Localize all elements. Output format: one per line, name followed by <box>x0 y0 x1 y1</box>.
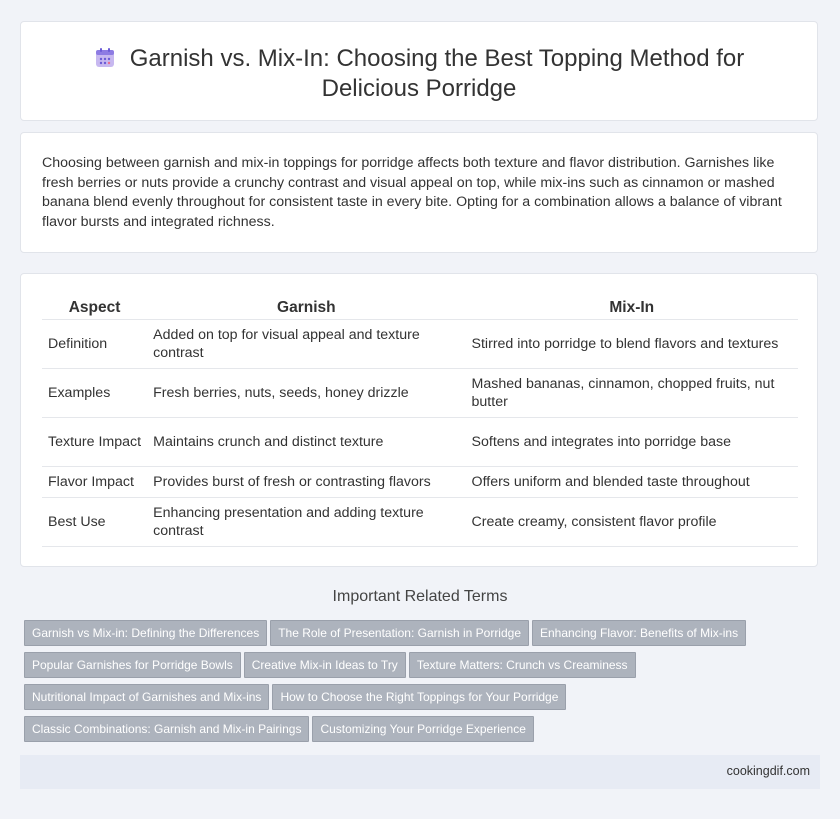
header-aspect: Aspect <box>42 296 147 320</box>
site-name[interactable]: cookingdif.com <box>726 764 810 778</box>
footer <box>20 755 820 789</box>
table-row <box>42 320 798 369</box>
related-term-link[interactable]: Texture Matters: Crunch vs Creaminess <box>409 652 636 678</box>
table-cell: Enhancing presentation and adding texture contrast <box>147 498 465 547</box>
header-garnish: Garnish <box>147 296 465 320</box>
related-terms-title: Important Related Terms <box>332 588 508 605</box>
table-row <box>42 467 798 498</box>
related-terms <box>24 620 824 748</box>
related-term-link[interactable]: Creative Mix-in Ideas to Try <box>244 652 406 678</box>
title-line-2: Delicious Porridge <box>321 75 517 102</box>
table-cell: Offers uniform and blended taste throughout <box>466 467 798 498</box>
table-cell: Maintains crunch and distinct texture <box>147 418 465 467</box>
related-term-link[interactable]: Classic Combinations: Garnish and Mix-in Pairings <box>24 716 309 742</box>
related-term-link[interactable]: How to Choose the Right Toppings for Your Porridge <box>272 684 566 710</box>
table-cell: Examples <box>42 369 147 418</box>
table-cell: Softens and integrates into porridge base <box>466 418 798 467</box>
table-cell: Create creamy, consistent flavor profile <box>466 498 798 547</box>
table-cell: Definition <box>42 320 147 369</box>
table-cell: Fresh berries, nuts, seeds, honey drizzle <box>147 369 465 418</box>
related-term-link[interactable]: The Role of Presentation: Garnish in Porridge <box>270 620 529 646</box>
related-term-link[interactable]: Nutritional Impact of Garnishes and Mix-ins <box>24 684 269 710</box>
table-cell: Best Use <box>42 498 147 547</box>
table-cell: Texture Impact <box>42 418 147 467</box>
comparison-card <box>20 273 818 567</box>
table-cell: Mashed bananas, cinnamon, chopped fruits, nut butter <box>466 369 798 418</box>
table-cell: Provides burst of fresh or contrasting flavors <box>147 467 465 498</box>
header-card <box>20 21 818 121</box>
intro-card <box>20 132 818 253</box>
title-line-1: Garnish vs. Mix-In: Choosing the Best Topping Method for <box>129 45 745 72</box>
table-cell: Flavor Impact <box>42 467 147 498</box>
related-term-link[interactable]: Enhancing Flavor: Benefits of Mix-ins <box>532 620 746 646</box>
table-row <box>42 418 798 467</box>
header-mix-in: Mix-In <box>466 296 798 320</box>
related-term-link[interactable]: Customizing Your Porridge Experience <box>312 716 533 742</box>
table-cell: Stirred into porridge to blend flavors and textures <box>466 320 798 369</box>
related-term-link[interactable]: Garnish vs Mix-in: Defining the Differences <box>24 620 267 646</box>
table-row <box>42 498 798 547</box>
table-cell: Added on top for visual appeal and texture contrast <box>147 320 465 369</box>
table-row <box>42 369 798 418</box>
comparison-table <box>42 296 798 547</box>
calendar-icon <box>94 47 116 69</box>
intro-text: Choosing between garnish and mix-in toppings for porridge affects both texture and flavor distribution. Garnishes like fresh berries or nuts provide a crunchy contrast and visual appeal on top, while mix-ins such as cinnamon or mashed banana blend evenly throughout for consistent taste in every bite. Opting for a combination allows a balance of vibrant flavor bursts and integrated richness. <box>42 155 782 230</box>
related-term-link[interactable]: Popular Garnishes for Porridge Bowls <box>24 652 241 678</box>
page-title <box>21 44 817 104</box>
